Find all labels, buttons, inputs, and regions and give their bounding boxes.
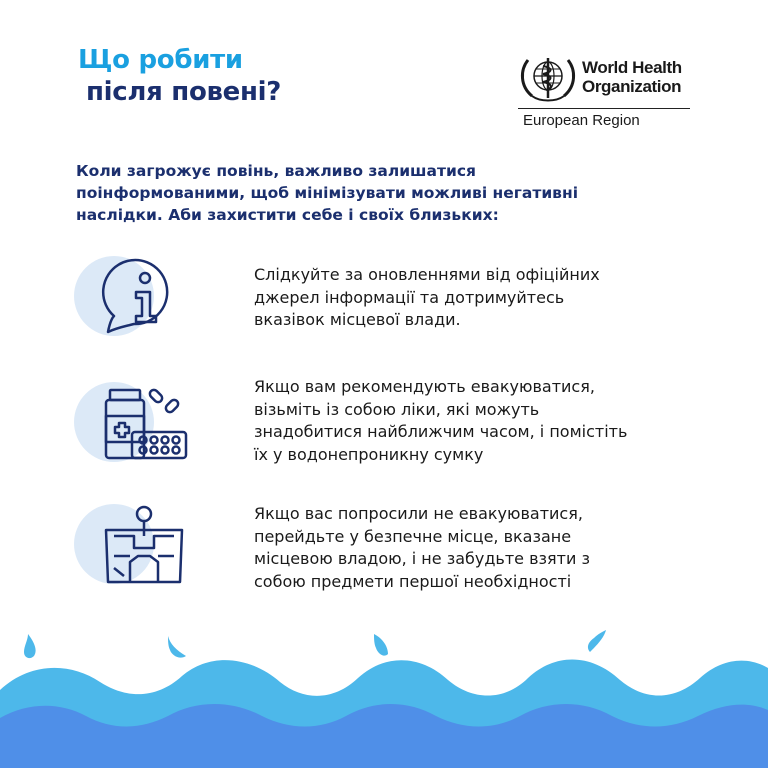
list-item-line: собою предмети першої необхідності: [254, 571, 572, 591]
info-speech-bubble-icon: [72, 252, 192, 348]
title-line-1: Що робити: [78, 45, 243, 75]
intro-text: [76, 160, 696, 226]
who-name-line-2: Organization: [582, 77, 682, 96]
who-logo: [518, 52, 694, 136]
list-item: [254, 264, 734, 332]
list-item-line: візьміть із собою ліки, які можуть: [254, 399, 540, 419]
list-item-line: перейдьте у безпечне місце, вказане: [254, 526, 572, 546]
who-emblem-icon: [518, 52, 578, 104]
list-item-line: знадобитися найближчим часом, і помістіть: [254, 422, 628, 441]
intro-line: наслідки. Аби захистити себе і своїх близьких:: [76, 206, 499, 224]
list-item: [254, 376, 734, 466]
title-line-2: після повені?: [86, 77, 282, 107]
droplet-icon: [374, 634, 388, 656]
droplet-icon: [588, 630, 606, 652]
list-item-line: вказівок місцевої влади.: [254, 310, 461, 329]
droplet-icon: [168, 636, 186, 658]
page-title: [78, 44, 281, 108]
evacuation-map-icon: [72, 500, 192, 596]
list-item-line: Слідкуйте за оновленнями від офіційних: [254, 265, 600, 284]
list-item-line: місцевою владою, і не забудьте взяти з: [254, 549, 590, 568]
list-item-line: Якщо вас попросили не евакуюватися,: [254, 504, 583, 523]
list-item: [254, 503, 734, 593]
who-name: [582, 58, 682, 96]
droplet-icon: [24, 634, 36, 658]
list-item-line: Якщо вам рекомендують евакуюватися,: [254, 377, 595, 396]
who-region: European Region: [523, 112, 640, 129]
water-waves-decoration: [0, 620, 768, 768]
intro-line: поінформованими, щоб мінімізувати можливі негативні: [76, 184, 579, 202]
list-item-line: джерел інформації та дотримуйтесь: [254, 287, 565, 307]
intro-line: Коли загрожує повінь, важливо залишатися: [76, 162, 476, 180]
who-name-line-1: World Health: [582, 58, 682, 77]
who-divider: [518, 108, 690, 109]
list-item-line: їх у водонепроникну сумку: [254, 444, 484, 464]
medicine-icon: [72, 376, 192, 472]
